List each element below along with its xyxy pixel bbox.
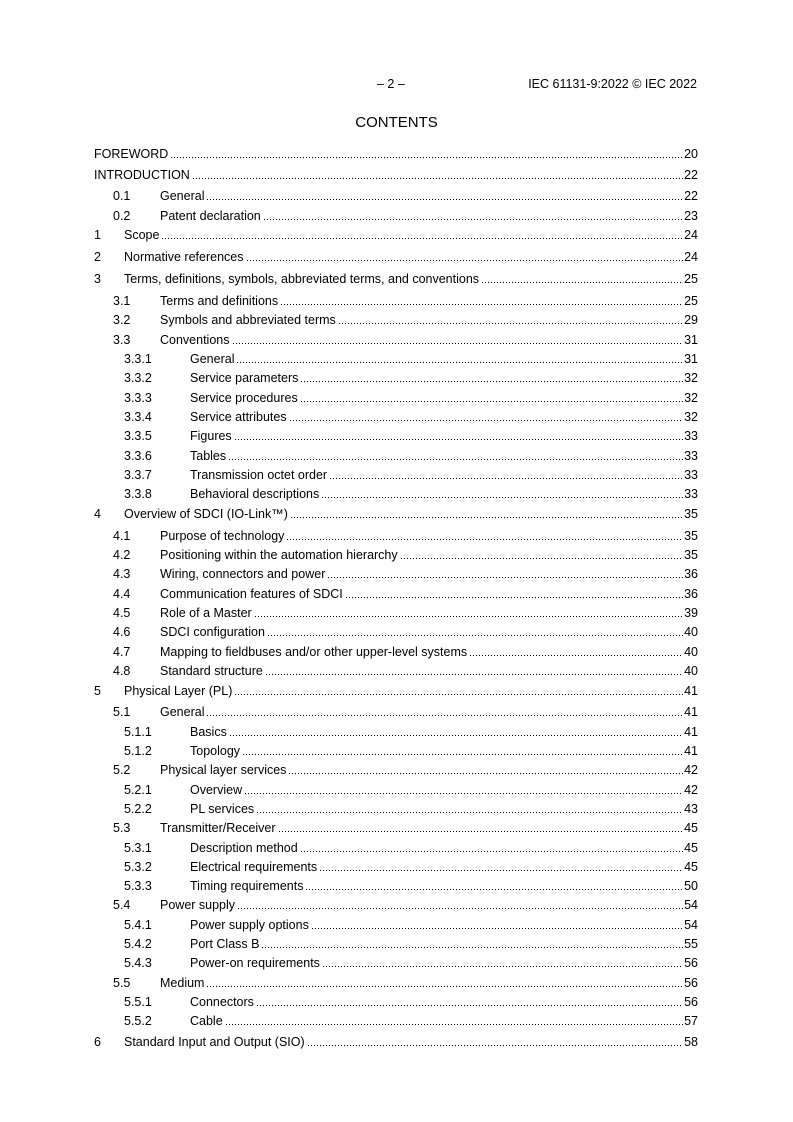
toc-page: 54 [684,898,698,912]
toc-page: 32 [684,371,698,385]
toc-number: 3.3.3 [124,391,152,405]
toc-entry[interactable] [124,428,698,444]
toc-number: 3.2 [113,313,131,327]
toc-title: Service procedures [190,391,298,405]
toc-entry[interactable] [94,683,698,699]
toc-title: Service attributes [190,410,287,424]
toc-entry[interactable] [94,506,698,522]
toc-page: 25 [684,294,698,308]
toc-entry[interactable] [124,390,698,406]
toc-number: 3.3.1 [124,352,152,366]
toc-entry[interactable] [113,293,698,309]
toc-number: 5.3.3 [124,879,152,893]
toc-number: 3.3.4 [124,410,152,424]
toc-title: Electrical requirements [190,860,318,874]
toc-title: Transmitter/Receiver [160,821,276,835]
toc-entry[interactable] [94,167,698,183]
toc-page: 33 [684,429,698,443]
toc-number: 5.5.2 [124,1014,152,1028]
toc-leader [280,303,683,306]
toc-leader [234,693,683,696]
toc-number: 5.4 [113,898,131,912]
toc-number: 5.4.1 [124,918,152,932]
toc-leader [321,496,683,499]
toc-leader [278,830,684,833]
toc-leader [290,516,683,519]
toc-page: 42 [684,783,698,797]
toc-number: 5.5.1 [124,995,152,1009]
toc-page: 41 [684,684,698,698]
toc-number: 4.5 [113,606,131,620]
toc-page: 36 [684,567,698,581]
toc-leader [256,811,683,814]
toc-entry[interactable] [113,762,698,778]
toc-page: 24 [684,250,698,264]
toc-number: 3.3.6 [124,449,152,463]
toc-leader [234,438,683,441]
toc-leader [345,596,683,599]
toc-page: 36 [684,587,698,601]
toc-number: 5.2.1 [124,783,152,797]
toc-title: Figures [190,429,232,443]
toc-number: 4.6 [113,625,131,639]
toc-title: General [160,189,205,203]
toc-entry[interactable] [113,586,698,602]
toc-title: Symbols and abbreviated terms [160,313,336,327]
toc-number: 6 [94,1035,101,1049]
toc-title: Basics [190,725,227,739]
toc-leader [237,907,683,910]
toc-leader [400,557,683,560]
toc-leader [263,218,683,221]
toc-leader [228,458,683,461]
toc-page: 41 [684,705,698,719]
toc-number: 4.2 [113,548,131,562]
toc-title: Mapping to fieldbuses and/or other upper-level systems [160,645,468,659]
toc-leader [206,714,683,717]
toc-title: PL services [190,802,255,816]
toc-leader [469,654,683,657]
toc-leader [311,927,683,930]
toc-entry[interactable] [113,897,698,913]
toc-title: Power supply options [190,918,309,932]
toc-number: 5.2.2 [124,802,152,816]
toc-leader [265,673,683,676]
toc-title: Power supply [160,898,236,912]
toc-entry[interactable] [124,351,698,367]
toc-entry[interactable] [113,188,698,204]
toc-page: 40 [684,664,698,678]
toc-entry[interactable] [113,704,698,720]
toc-page: 31 [684,352,698,366]
toc-title: Description method [190,841,298,855]
toc-entry[interactable] [113,312,698,328]
toc-leader [236,361,683,364]
toc-entry[interactable] [124,467,698,483]
toc-entry[interactable] [113,605,698,621]
toc-number: 1 [94,228,101,242]
toc-entry[interactable] [113,208,698,224]
toc-entry[interactable] [94,146,698,162]
toc-page: 32 [684,410,698,424]
toc-number: 0.1 [113,189,131,203]
toc-page: 32 [684,391,698,405]
toc-page: 57 [684,1014,698,1028]
toc-page: 56 [684,976,698,990]
toc-leader [300,400,683,403]
toc-entry[interactable] [94,1034,698,1050]
toc-leader [327,576,683,579]
toc-leader [161,237,683,240]
toc-number: 5.4.2 [124,937,152,951]
toc-entry[interactable] [94,249,698,265]
toc-title: Scope [124,228,160,242]
toc-entry[interactable] [124,743,698,759]
toc-page: 20 [684,147,698,161]
toc-page: 41 [684,744,698,758]
toc-page: 39 [684,606,698,620]
toc-number: 0.2 [113,209,131,223]
toc-title: Behavioral descriptions [190,487,320,501]
toc-page: 42 [684,763,698,777]
toc-number: 3.3 [113,333,131,347]
toc-leader [329,477,683,480]
toc-title: Terms and definitions [160,294,279,308]
toc-title: Wiring, connectors and power [160,567,326,581]
toc-leader [229,734,683,737]
toc-number: 5.3.2 [124,860,152,874]
toc-leader [232,342,684,345]
toc-title: Timing requirements [190,879,304,893]
toc-number: 3.3.5 [124,429,152,443]
toc-leader [256,1004,683,1007]
toc-title: Positioning within the automation hierarchy [160,548,398,562]
toc-title: Overview [190,783,243,797]
toc-page: 35 [684,529,698,543]
toc-number: 5.1 [113,705,131,719]
toc-title: Standard structure [160,664,263,678]
toc-leader [254,615,683,618]
toc-leader [289,419,684,422]
toc-number: 3 [94,272,101,286]
toc-leader [288,772,683,775]
toc-page: 23 [684,209,698,223]
toc-entry[interactable] [113,975,698,991]
toc-page: 55 [684,937,698,951]
toc-number: 5.2 [113,763,131,777]
toc-page: 33 [684,468,698,482]
toc-page: 29 [684,313,698,327]
toc-entry[interactable] [124,955,698,971]
toc-entry[interactable] [113,820,698,836]
toc-leader [322,965,683,968]
toc-entry[interactable] [113,644,698,660]
toc-title: Overview of SDCI (IO-Link™) [124,507,288,521]
toc-number: 3.1 [113,294,131,308]
toc-title: FOREWORD [94,147,169,161]
toc-title: General [160,705,205,719]
toc-leader [319,869,683,872]
toc-leader [267,634,683,637]
toc-number: 5.3.1 [124,841,152,855]
toc-title: Transmission octet order [190,468,328,482]
toc-leader [246,259,684,262]
toc-entry[interactable] [113,547,698,563]
toc-number: 4.8 [113,664,131,678]
toc-entry[interactable] [94,227,698,243]
toc-page: 45 [684,841,698,855]
toc-leader [225,1023,683,1026]
contents-title: CONTENTS [355,114,438,131]
toc-entry[interactable] [124,840,698,856]
toc-page: 40 [684,645,698,659]
toc-entry[interactable] [124,724,698,740]
toc-title: Patent declaration [160,209,261,223]
toc-number: 5.5 [113,976,131,990]
toc-entry[interactable] [124,370,698,386]
toc-entry[interactable] [113,528,698,544]
toc-title: Communication features of SDCI [160,587,343,601]
toc-page: 33 [684,449,698,463]
toc-title: Normative references [124,250,244,264]
toc-title: Role of a Master [160,606,252,620]
toc-page: 56 [684,995,698,1009]
toc-entry[interactable] [124,994,698,1010]
toc-page: 56 [684,956,698,970]
toc-leader [170,156,683,159]
toc-page: 22 [684,168,698,182]
toc-title: INTRODUCTION [94,168,190,182]
toc-title: Purpose of technology [160,529,285,543]
toc-leader [481,281,683,284]
toc-leader [192,177,683,180]
toc-title: Service parameters [190,371,299,385]
toc-number: 5.1.1 [124,725,152,739]
toc-title: Topology [190,744,241,758]
toc-number: 5.3 [113,821,131,835]
toc-page: 58 [684,1035,698,1049]
toc-title: General [190,352,235,366]
toc-title: Medium [160,976,205,990]
toc-entry[interactable] [124,1013,698,1029]
toc-leader [300,850,683,853]
toc-page: 22 [684,189,698,203]
toc-leader [206,198,683,201]
toc-title: Connectors [190,995,254,1009]
toc-number: 4 [94,507,101,521]
toc-leader [244,792,683,795]
toc-entry[interactable] [113,566,698,582]
toc-page: 45 [684,860,698,874]
toc-number: 4.1 [113,529,131,543]
toc-leader [338,322,683,325]
toc-title: Terms, definitions, symbols, abbreviated terms, and conventions [124,272,480,286]
toc-page: 25 [684,272,698,286]
toc-entry[interactable] [124,878,698,894]
toc-title: Standard Input and Output (SIO) [124,1035,305,1049]
toc-page: 31 [684,333,698,347]
toc-entry[interactable] [124,782,698,798]
toc-page: 54 [684,918,698,932]
toc-number: 5.1.2 [124,744,152,758]
toc-page: 50 [684,879,698,893]
toc-leader [300,380,683,383]
toc-title: SDCI configuration [160,625,265,639]
toc-number: 3.3.8 [124,487,152,501]
toc-title: Cable [190,1014,223,1028]
toc-page: 41 [684,725,698,739]
toc-number: 4.3 [113,567,131,581]
toc-page: 45 [684,821,698,835]
toc-number: 4.7 [113,645,131,659]
toc-page: 43 [684,802,698,816]
toc-leader [305,888,683,891]
toc-leader [206,985,683,988]
toc-title: Conventions [160,333,230,347]
toc-leader [261,946,683,949]
toc-title: Power-on requirements [190,956,320,970]
toc-number: 5.4.3 [124,956,152,970]
toc-number: 5 [94,684,101,698]
toc-entry[interactable] [124,409,698,425]
toc-leader [242,753,683,756]
page-number: – 2 – [377,77,405,91]
toc-entry[interactable] [124,917,698,933]
toc-entry[interactable] [113,624,698,640]
toc-leader [286,538,683,541]
toc-entry[interactable] [113,663,698,679]
toc-page: 40 [684,625,698,639]
toc-entry[interactable] [124,486,698,502]
toc-entry[interactable] [124,859,698,875]
standard-reference: IEC 61131-9:2022 © IEC 2022 [528,77,697,91]
toc-entry[interactable] [124,936,698,952]
toc-page: 35 [684,507,698,521]
toc-page: 24 [684,228,698,242]
toc-number: 4.4 [113,587,131,601]
toc-entry[interactable] [124,448,698,464]
toc-entry[interactable] [94,271,698,287]
toc-leader [307,1044,683,1047]
toc-title: Physical layer services [160,763,287,777]
toc-number: 2 [94,250,101,264]
toc-title: Tables [190,449,227,463]
toc-number: 3.3.2 [124,371,152,385]
toc-page: 35 [684,548,698,562]
toc-title: Physical Layer (PL) [124,684,233,698]
toc-title: Port Class B [190,937,260,951]
toc-entry[interactable] [124,801,698,817]
toc-number: 3.3.7 [124,468,152,482]
toc-entry[interactable] [113,332,698,348]
toc-page: 33 [684,487,698,501]
